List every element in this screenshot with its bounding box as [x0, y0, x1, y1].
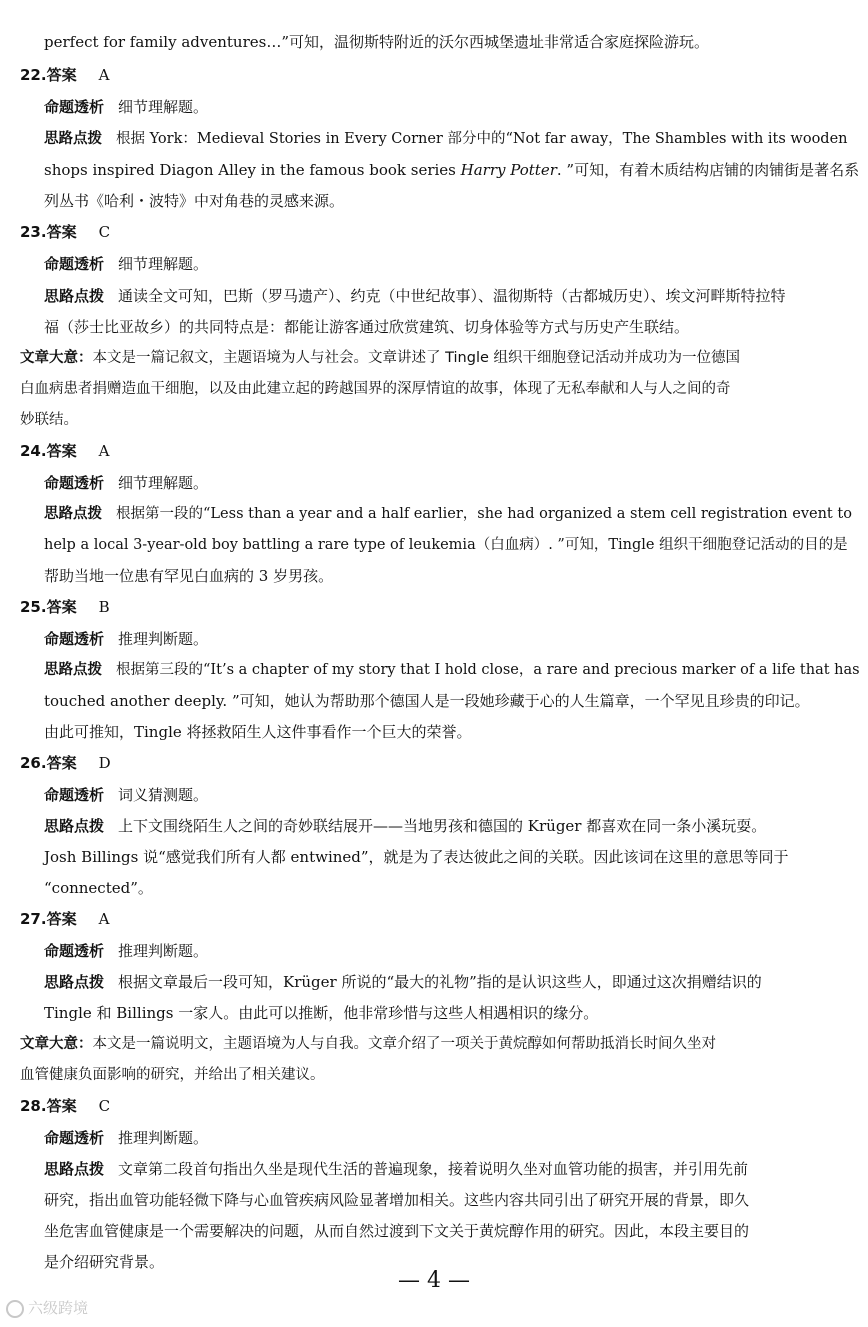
question-24-answer: 24.答案 A [20, 442, 110, 460]
paragraph-line: Josh Billings 说“感觉我们所有人都 entwined”，就是为了表达彼此之间的关联。因此该词在这里的意思等同于 [44, 848, 789, 866]
paragraph-line: Tingle 和 Billings 一家人。由此可以推断，他非常珍惜与这些人相遇相识的缘分。 [44, 1004, 599, 1022]
paragraph-line: 白血病患者捐赠造血干细胞，以及由此建立起的跨越国界的深厚情谊的故事，体现了无私奉献和人与人之间的奇 [20, 381, 731, 397]
paragraph-line: 研究，指出血管功能轻微下降与心血管疾病风险显著增加相关。这些内容共同引出了研究开展的背景，即久 [44, 1191, 750, 1209]
question-27-type: 命题透析 推理判断题。 [44, 942, 209, 960]
question-25-answer: 25.答案 B [20, 598, 110, 616]
paragraph-line: shops inspired Diagon Alley in the famous book series Harry Potter. ”可知，有着木质结构店铺的肉铺街是著名系 [44, 161, 860, 179]
paragraph-line: “connected”。 [44, 879, 153, 897]
question-25-type: 命题透析 推理判断题。 [44, 630, 209, 648]
question-27-answer: 27.答案 A [20, 910, 110, 928]
paragraph-line: touched another deeply. ”可知，她认为帮助那个德国人是一段她珍藏于心的人生篇章，一个罕见且珍贵的印记。 [44, 692, 810, 710]
question-25-analysis: 思路点拨 根据第三段的“It’s a chapter of my story that I hold close，a rare and precious marker of a life that has [44, 662, 860, 678]
question-23-type: 命题透析 细节理解题。 [44, 255, 209, 273]
paragraph-line: 福（莎士比亚故乡）的共同特点是：都能让游客通过欣赏建筑、切身体验等方式与历史产生联结。 [44, 318, 690, 336]
question-26-answer: 26.答案 D [20, 754, 111, 772]
question-24-analysis: 思路点拨 根据第一段的“Less than a year and a half earlier，she had organized a stem cell registration event to [44, 506, 852, 522]
question-24-type: 命题透析 细节理解题。 [44, 474, 209, 492]
question-22-analysis: 思路点拨 根据 York：Medieval Stories in Every Corner 部分中的“Not far away，The Shambles with its wooden [44, 131, 848, 147]
question-22-type: 命题透析 细节理解题。 [44, 98, 209, 116]
question-22-answer: 22.答案 A [20, 66, 110, 84]
page-number: — 4 — [398, 1268, 470, 1293]
question-28-analysis: 思路点拨 文章第二段首句指出久坐是现代生活的普遍现象，接着说明久坐对血管功能的损害，并引用先前 [44, 1160, 749, 1178]
watermark: 六级跨境 [6, 1297, 88, 1318]
question-23-analysis: 思路点拨 通读全文可知，巴斯（罗马遗产）、约克（中世纪故事）、温彻斯特（古都城历史）、埃文河畔斯特拉特 [44, 287, 786, 305]
question-28-answer: 28.答案 C [20, 1097, 111, 1115]
paragraph-line: 是介绍研究背景。 [44, 1253, 165, 1271]
article-summary: 文章大意：本文是一篇说明文，主题语境为人与自我。文章介绍了一项关于黄烷醇如何帮助抵消长时间久坐对 [20, 1036, 716, 1052]
article-summary: 文章大意：本文是一篇记叙文，主题语境为人与社会。文章讲述了 Tingle 组织干细胞登记活动并成功为一位德国 [20, 350, 740, 366]
paragraph-line: 列丛书《哈利・波特》中对角巷的灵感来源。 [44, 192, 345, 210]
paragraph-line: help a local 3-year-old boy battling a rare type of leukemia（白血病）. ”可知，Tingle 组织干细胞登记活动的目的是 [44, 537, 848, 553]
question-26-type: 命题透析 词义猜测题。 [44, 786, 209, 804]
paragraph-line: 血管健康负面影响的研究，并给出了相关建议。 [20, 1067, 325, 1083]
watermark-logo-icon [6, 1300, 24, 1318]
question-27-analysis: 思路点拨 根据文章最后一段可知，Krüger 所说的“最大的礼物”指的是认识这些人，即通过这次捐赠结识的 [44, 973, 762, 991]
question-26-analysis: 思路点拨 上下文围绕陌生人之间的奇妙联结展开——当地男孩和德国的 Krüger 都喜欢在同一条小溪玩耍。 [44, 817, 767, 835]
paragraph-line: 坐危害血管健康是一个需要解决的问题，从而自然过渡到下文关于黄烷醇作用的研究。因此，本段主要目的 [44, 1222, 750, 1240]
paragraph-line: 妙联结。 [20, 412, 78, 428]
question-23-answer: 23.答案 C [20, 223, 111, 241]
paragraph-line: 由此可推知，Tingle 将拯救陌生人这件事看作一个巨大的荣誉。 [44, 723, 472, 741]
paragraph-line: perfect for family adventures…”可知，温彻斯特附近的沃尔西城堡遗址非常适合家庭探险游玩。 [44, 33, 710, 51]
question-28-type: 命题透析 推理判断题。 [44, 1129, 209, 1147]
paragraph-line: 帮助当地一位患有罕见白血病的 3 岁男孩。 [44, 567, 334, 585]
